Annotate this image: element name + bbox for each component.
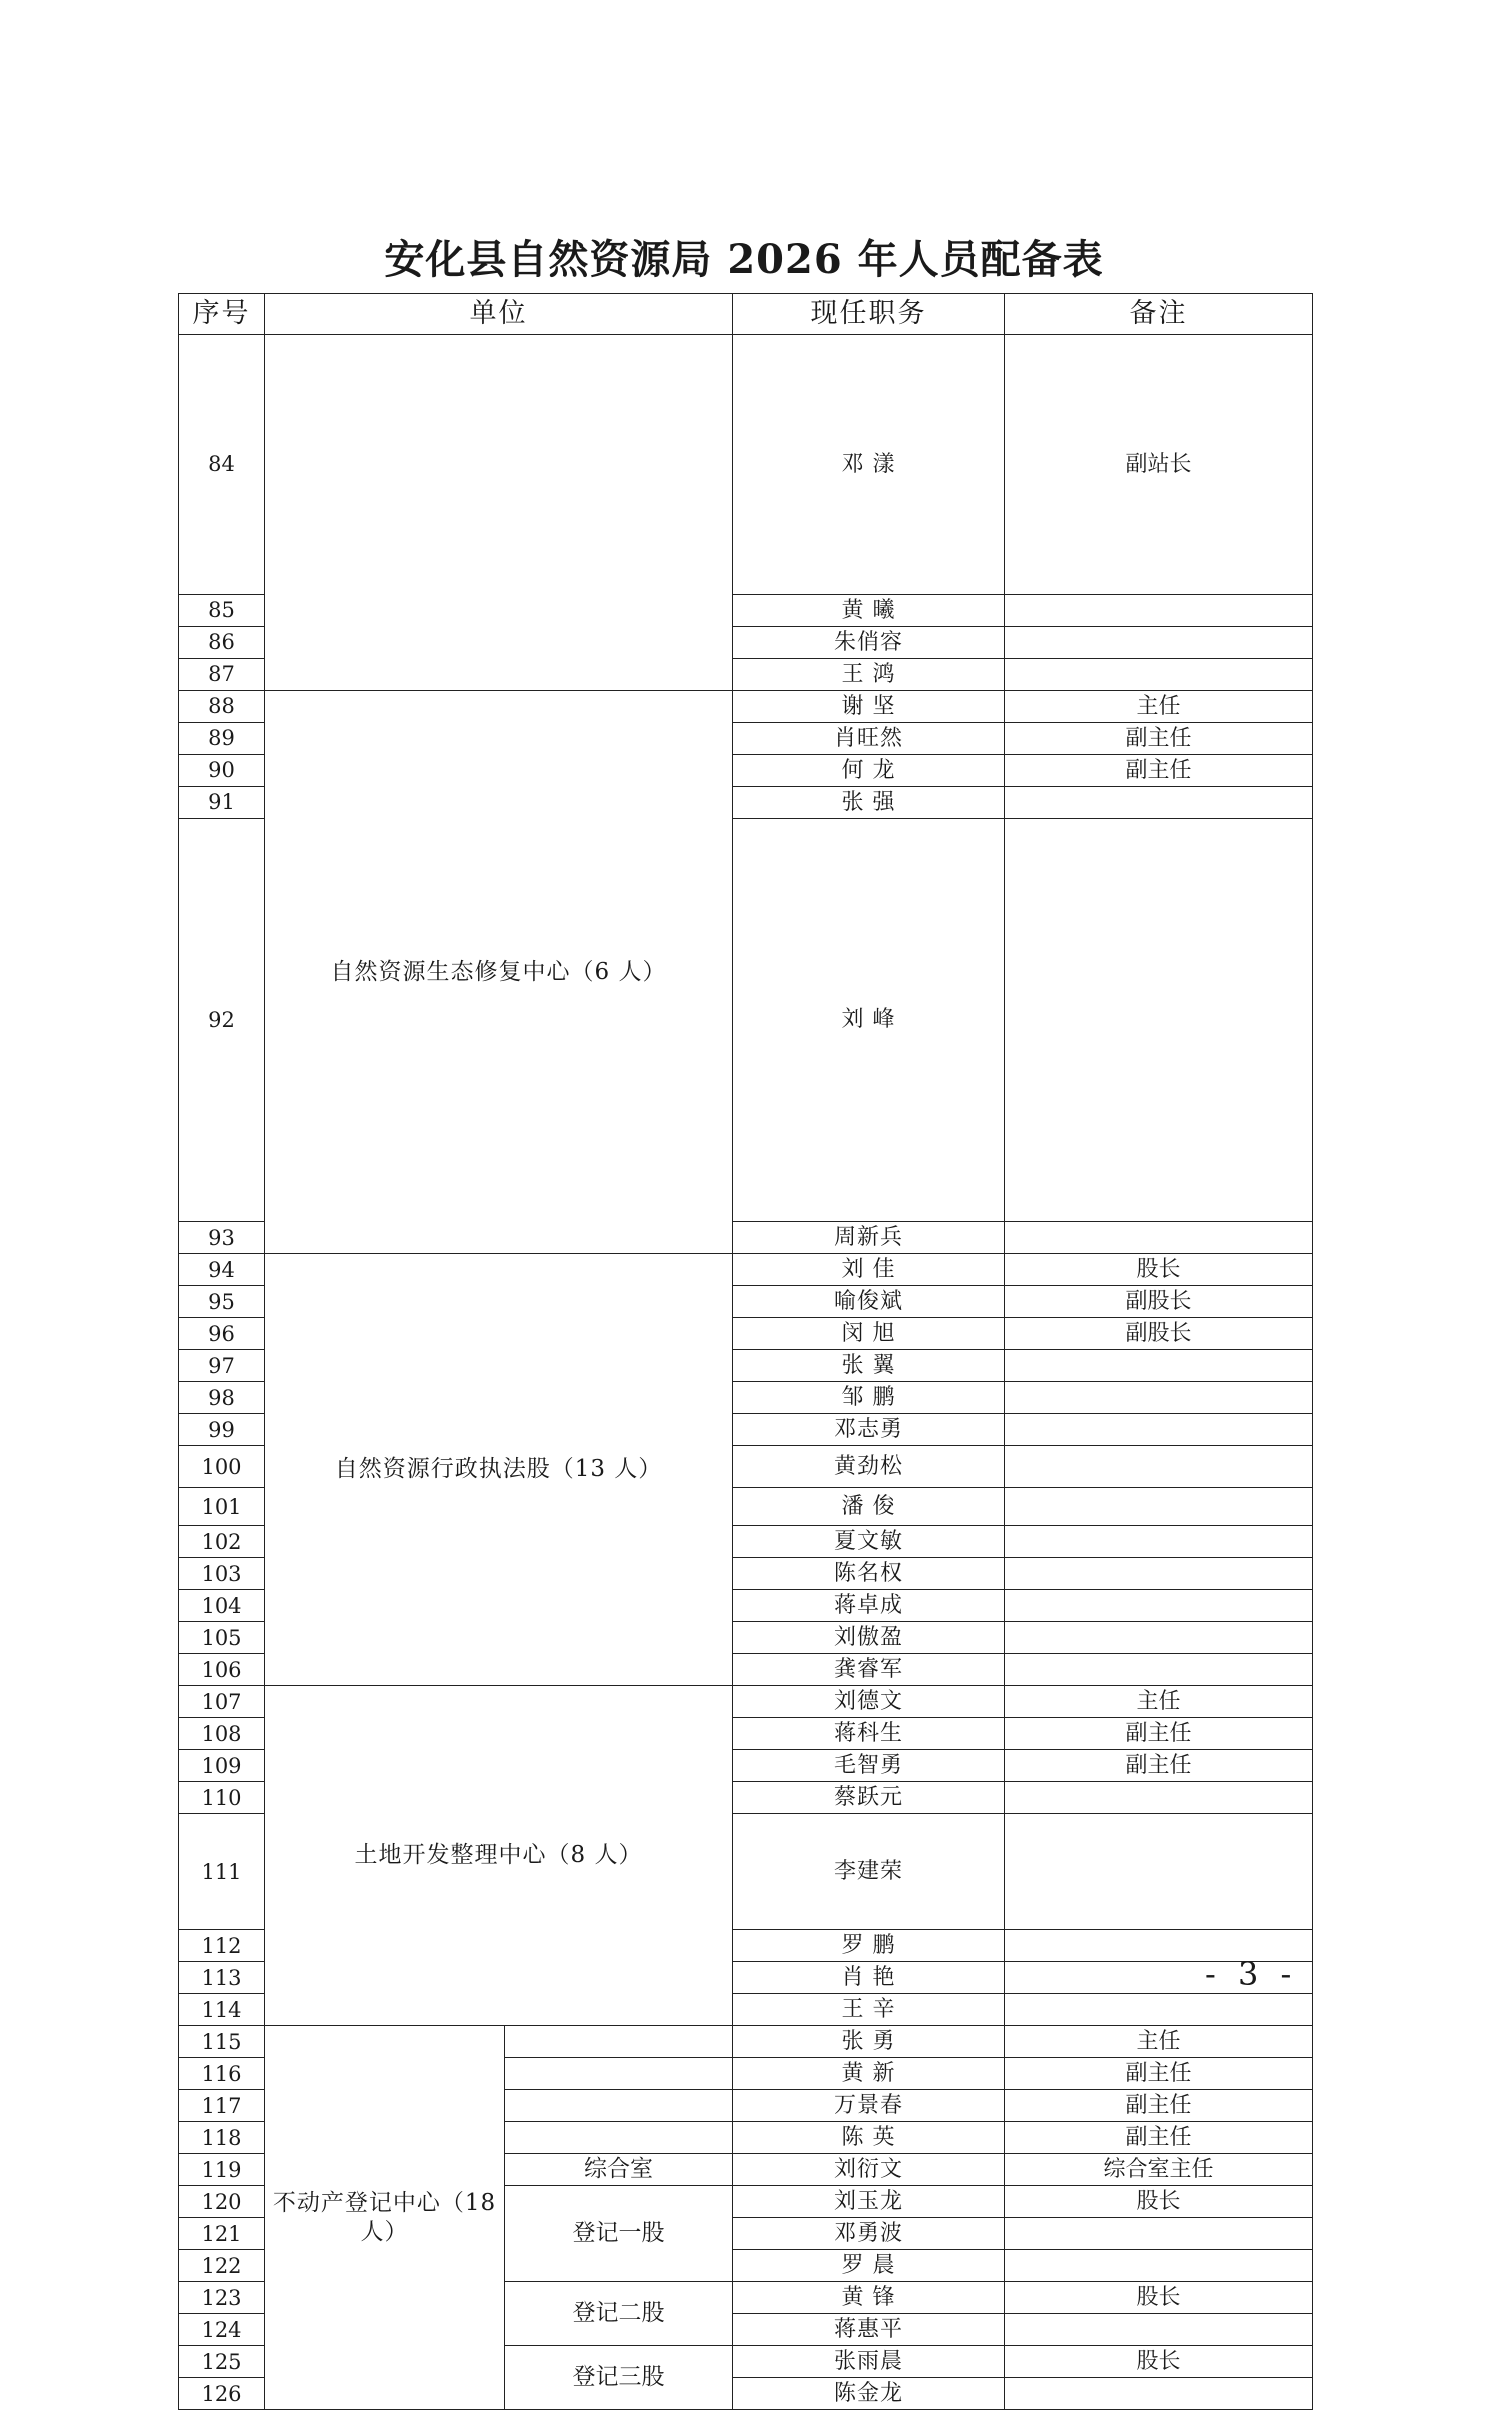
seq-cell: 88: [179, 690, 265, 722]
seq-cell: 106: [179, 1654, 265, 1686]
position-cell: 副主任: [1005, 722, 1313, 754]
seq-cell: 121: [179, 2218, 265, 2250]
table-row: [179, 1254, 1313, 1286]
unit-cell-registry: 不动产登记中心（18 人）: [265, 2026, 505, 2410]
position-cell: [1005, 658, 1313, 690]
position-cell: 主任: [1005, 2026, 1313, 2058]
name-cell: 蒋卓成: [733, 1590, 1005, 1622]
seq-cell: 112: [179, 1930, 265, 1962]
seq-cell: 116: [179, 2058, 265, 2090]
seq-cell: 103: [179, 1558, 265, 1590]
name-cell: 黄 新: [733, 2058, 1005, 2090]
table-row: [179, 335, 1313, 595]
sub-unit-general: 综合室: [505, 2154, 733, 2186]
name-cell: 蒋科生: [733, 1718, 1005, 1750]
position-cell: [1005, 1222, 1313, 1254]
seq-cell: 99: [179, 1414, 265, 1446]
position-cell: 副主任: [1005, 754, 1313, 786]
unit-cell-repair: 自然资源生态修复中心（6 人）: [265, 690, 733, 1254]
name-cell: 李建荣: [733, 1814, 1005, 1930]
name-cell: 肖旺然: [733, 722, 1005, 754]
position-cell: 副主任: [1005, 2122, 1313, 2154]
unit-cell-enforcement: 自然资源行政执法股（13 人）: [265, 1254, 733, 1686]
seq-cell: 84: [179, 335, 265, 595]
position-cell: 副主任: [1005, 1718, 1313, 1750]
name-cell: 刘 峰: [733, 818, 1005, 1222]
sub-unit-blank-2: [505, 2058, 733, 2090]
name-cell: 毛智勇: [733, 1750, 1005, 1782]
seq-cell: 108: [179, 1718, 265, 1750]
position-cell: [1005, 818, 1313, 1222]
sub-unit-reg3: 登记三股: [505, 2346, 733, 2410]
seq-header: 序号: [179, 294, 265, 335]
seq-cell: 114: [179, 1994, 265, 2026]
seq-cell: 91: [179, 786, 265, 818]
name-cell: 邓勇波: [733, 2218, 1005, 2250]
position-cell: 副站长: [1005, 335, 1313, 595]
seq-cell: 120: [179, 2186, 265, 2218]
seq-cell: 98: [179, 1382, 265, 1414]
name-cell: 朱俏容: [733, 626, 1005, 658]
name-cell: 万景春: [733, 2090, 1005, 2122]
name-cell: 龚睿军: [733, 1654, 1005, 1686]
table-row: [179, 1686, 1313, 1718]
seq-cell: 109: [179, 1750, 265, 1782]
seq-cell: 100: [179, 1446, 265, 1488]
position-cell: [1005, 786, 1313, 818]
name-cell: 喻俊斌: [733, 1286, 1005, 1318]
table-header-row: [179, 294, 1313, 335]
sub-unit-reg2: 登记二股: [505, 2282, 733, 2346]
position-cell: [1005, 1414, 1313, 1446]
position-cell: [1005, 1814, 1313, 1930]
seq-cell: 92: [179, 818, 265, 1222]
position-cell: [1005, 1994, 1313, 2026]
seq-cell: 104: [179, 1590, 265, 1622]
seq-cell: 126: [179, 2378, 265, 2410]
seq-cell: 94: [179, 1254, 265, 1286]
position-cell: [1005, 1654, 1313, 1686]
name-cell: 陈名权: [733, 1558, 1005, 1590]
name-cell: 刘玉龙: [733, 2186, 1005, 2218]
position-cell: 副主任: [1005, 1750, 1313, 1782]
position-cell: 股长: [1005, 2346, 1313, 2378]
position-cell: [1005, 1350, 1313, 1382]
position-cell: [1005, 1622, 1313, 1654]
position-cell: 副股长: [1005, 1286, 1313, 1318]
name-cell: 王 辛: [733, 1994, 1005, 2026]
seq-cell: 90: [179, 754, 265, 786]
name-cell: 肖 艳: [733, 1962, 1005, 1994]
name-cell: 张 勇: [733, 2026, 1005, 2058]
seq-cell: 107: [179, 1686, 265, 1718]
seq-cell: 89: [179, 722, 265, 754]
position-cell: [1005, 2378, 1313, 2410]
name-cell: 何 龙: [733, 754, 1005, 786]
position-cell: [1005, 594, 1313, 626]
unit-cell-top: [265, 335, 733, 691]
position-cell: 综合室主任: [1005, 2154, 1313, 2186]
sub-unit-blank-4: [505, 2122, 733, 2154]
page-title: 安化县自然资源局 2026 年人员配备表: [384, 236, 1104, 283]
name-cell: 邓志勇: [733, 1414, 1005, 1446]
unit-cell-land: 土地开发整理中心（8 人）: [265, 1686, 733, 2026]
position-header: 现任职务: [733, 294, 1005, 335]
name-cell: 周新兵: [733, 1222, 1005, 1254]
seq-cell: 97: [179, 1350, 265, 1382]
seq-cell: 86: [179, 626, 265, 658]
seq-cell: 105: [179, 1622, 265, 1654]
name-cell: 陈金龙: [733, 2378, 1005, 2410]
name-cell: 黄劲松: [733, 1446, 1005, 1488]
position-cell: 股长: [1005, 2282, 1313, 2314]
name-cell: 张 强: [733, 786, 1005, 818]
name-cell: 刘傲盈: [733, 1622, 1005, 1654]
seq-cell: 115: [179, 2026, 265, 2058]
seq-cell: 122: [179, 2250, 265, 2282]
position-cell: [1005, 2218, 1313, 2250]
name-cell: 邹 鹏: [733, 1382, 1005, 1414]
seq-cell: 125: [179, 2346, 265, 2378]
name-cell: 邓 漾: [733, 335, 1005, 595]
name-cell: 王 鸿: [733, 658, 1005, 690]
position-cell: [1005, 1590, 1313, 1622]
seq-cell: 87: [179, 658, 265, 690]
seq-cell: 118: [179, 2122, 265, 2154]
position-cell: 副主任: [1005, 2058, 1313, 2090]
name-cell: 罗 鹏: [733, 1930, 1005, 1962]
table-row: [179, 690, 1313, 722]
seq-cell: 110: [179, 1782, 265, 1814]
name-cell: 蔡跃元: [733, 1782, 1005, 1814]
name-cell: 陈 英: [733, 2122, 1005, 2154]
seq-cell: 124: [179, 2314, 265, 2346]
name-cell: 张 翼: [733, 1350, 1005, 1382]
seq-cell: 101: [179, 1488, 265, 1526]
name-cell: 刘 佳: [733, 1254, 1005, 1286]
seq-cell: 119: [179, 2154, 265, 2186]
seq-cell: 102: [179, 1526, 265, 1558]
position-cell: [1005, 1782, 1313, 1814]
sub-unit-blank-1: [505, 2026, 733, 2058]
seq-cell: 93: [179, 1222, 265, 1254]
seq-cell: 117: [179, 2090, 265, 2122]
note-header: 备注: [1005, 294, 1313, 335]
sub-unit-blank-3: [505, 2090, 733, 2122]
position-cell: [1005, 2314, 1313, 2346]
seq-cell: 111: [179, 1814, 265, 1930]
unit-header: 单位: [265, 294, 733, 335]
name-cell: 刘德文: [733, 1686, 1005, 1718]
position-cell: 股长: [1005, 2186, 1313, 2218]
table-body: [179, 335, 1313, 2410]
name-cell: 蒋惠平: [733, 2314, 1005, 2346]
position-cell: [1005, 1488, 1313, 1526]
position-cell: 副主任: [1005, 2090, 1313, 2122]
position-cell: [1005, 626, 1313, 658]
seq-cell: 123: [179, 2282, 265, 2314]
name-cell: 夏文敏: [733, 1526, 1005, 1558]
name-cell: 黄 锋: [733, 2282, 1005, 2314]
staffing-table: [178, 293, 1313, 2410]
position-cell: 主任: [1005, 1686, 1313, 1718]
name-cell: 黄 曦: [733, 594, 1005, 626]
position-cell: [1005, 1526, 1313, 1558]
position-cell: [1005, 2250, 1313, 2282]
table-row: [179, 2026, 1313, 2058]
seq-cell: 96: [179, 1318, 265, 1350]
name-cell: 谢 坚: [733, 690, 1005, 722]
sub-unit-reg1: 登记一股: [505, 2186, 733, 2282]
page-number: - 3 -: [1205, 1955, 1298, 1993]
name-cell: 张雨晨: [733, 2346, 1005, 2378]
position-cell: [1005, 1382, 1313, 1414]
name-cell: 闵 旭: [733, 1318, 1005, 1350]
position-cell: [1005, 1558, 1313, 1590]
name-cell: 罗 晨: [733, 2250, 1005, 2282]
position-cell: 副股长: [1005, 1318, 1313, 1350]
seq-cell: 113: [179, 1962, 265, 1994]
position-cell: 主任: [1005, 690, 1313, 722]
position-cell: 股长: [1005, 1254, 1313, 1286]
seq-cell: 95: [179, 1286, 265, 1318]
position-cell: [1005, 1446, 1313, 1488]
name-cell: 刘衍文: [733, 2154, 1005, 2186]
name-cell: 潘 俊: [733, 1488, 1005, 1526]
seq-cell: 85: [179, 594, 265, 626]
